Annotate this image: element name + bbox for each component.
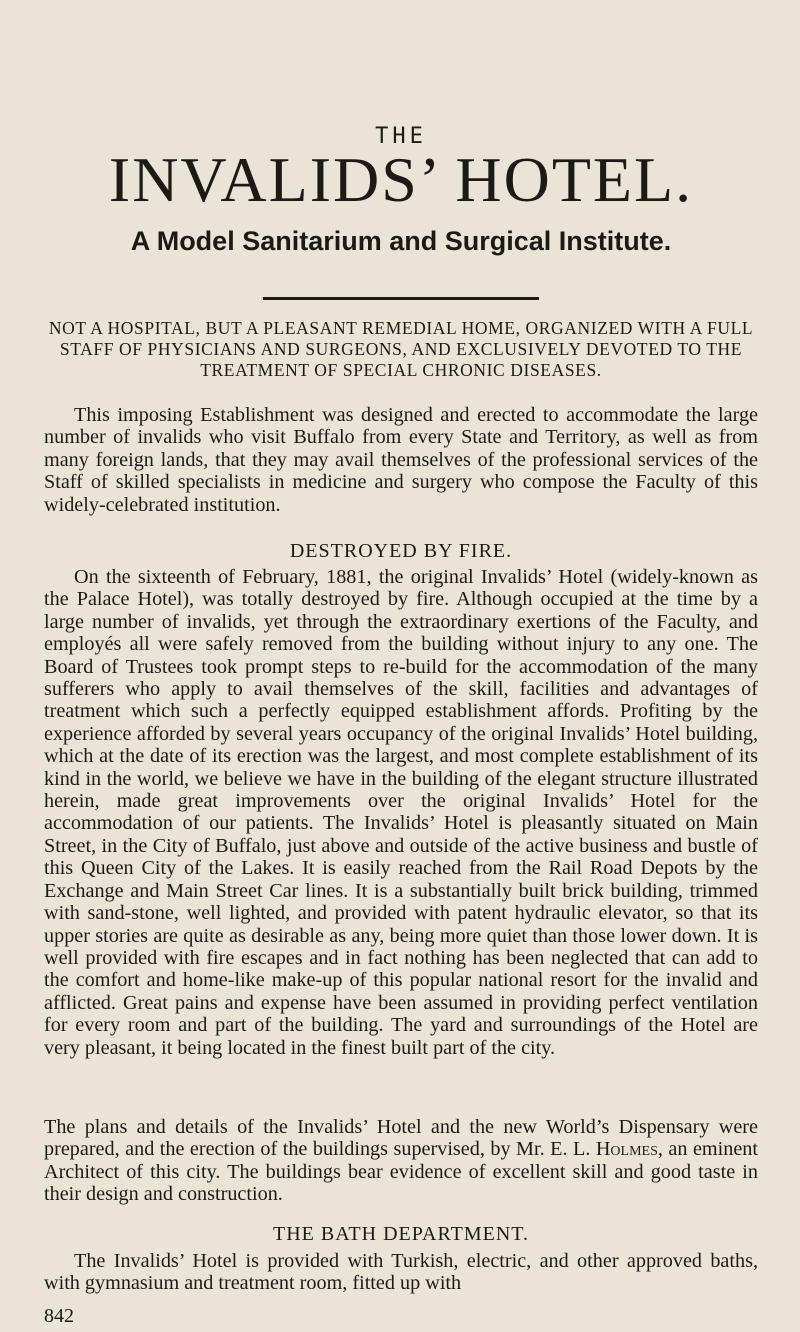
paragraph-plans-text-start: The plans and details of the Invalids’ Hotel and the new World’s Dispensary were prepared, and the erection of the buildings supervised, by Mr. bbox=[44, 1116, 758, 1161]
paragraph-destroyed-by-fire: On the sixteenth of February, 1881, the original Invalids’ Hotel (widely-known as the Palace Hotel), was totally destroyed by fire. Although occupied at the time by a large number of invalids, yet through the extraordinary exertions of the Faculty, and employés all were safely removed from the building without injury to any one. The Board of Trustees took prompt steps to re-build for the accommodation of the many sufferers who apply to avail themselves of the skill, facilities and advantages of treatment which such a perfectly equipped establishment affords. Profiting by the experience afforded by several years occupancy of the original Invalids’ Hotel building, which at the date of its erection was the largest, and most complete establishment of its kind in the world, we believe we have in the building of the elegant structure illustrated herein, made great improvements over the original Invalids’ Hotel for the accommodation of our patients. The Invalids’ Hotel is pleasantly situated on Main Street, in the City of Buffalo, just above and outside of the active business and bustle of this Queen City of the Lakes. It is easily reached from the Rail Road Depots by the Exchange and Main Street Car lines. It is a substantially built brick building, trimmed with sand-stone, well lighted, and provided with patent hydraulic elevator, so that its upper stories are quite as desirable as any, being more quiet than those lower down. It is well provided with fire escapes and in fact nothing has been neglected that can add to the comfort and home-like make-up of this popular national resort for the invalid and afflicted. Great pains and expense have been assumed in providing perfect ventilation for every room and part of the building. The yard and surroundings of the Hotel are very pleasant, it being located in the finest built part of the city. bbox=[44, 566, 758, 1059]
heading-bath-department: THE BATH DEPARTMENT. bbox=[272, 1223, 530, 1245]
intro-caption: NOT A HOSPITAL, BUT A PLEASANT REMEDIAL HOME, ORGANIZED WITH A FULL STAFF OF PHYSICIANS AND SURGEONS, AND EXCLUSIVELY DEVOTED TO THE TREATMENT OF SPECIAL CHRONIC DISEASES. bbox=[48, 318, 754, 380]
paragraph-plans-text-end: , an eminent Architect of this city. The buildings bear evidence of excellent skill and good taste in their design and construction. bbox=[44, 1138, 758, 1206]
divider-rule bbox=[263, 297, 539, 300]
page-title: INVALIDS’ HOTEL. bbox=[108, 144, 694, 215]
paragraph-bath-department: The Invalids’ Hotel is provided with Turkish, electric, and other approved baths, with gymnasium and treatment room, fitted up with bbox=[44, 1250, 758, 1295]
heading-destroyed-by-fire: DESTROYED BY FIRE. bbox=[289, 540, 513, 562]
page-number: 842 bbox=[44, 1305, 74, 1327]
page-subtitle: A Model Sanitarium and Surgical Institute. bbox=[130, 226, 672, 256]
architect-name: E. L. Holmes bbox=[550, 1138, 658, 1161]
paragraph-establishment: This imposing Establishment was designed and erected to accommodate the large number of invalids who visit Buffalo from every State and Territory, as well as from many foreign lands, that they may avail themselves of the professional services of the Staff of skilled specialists in medicine and surgery who compose the Faculty of this widely-celebrated institution. bbox=[44, 404, 758, 516]
title-kicker: THE bbox=[375, 124, 427, 149]
paragraph-plans-and-details bbox=[44, 1116, 758, 1206]
document-page bbox=[44, 0, 758, 1332]
